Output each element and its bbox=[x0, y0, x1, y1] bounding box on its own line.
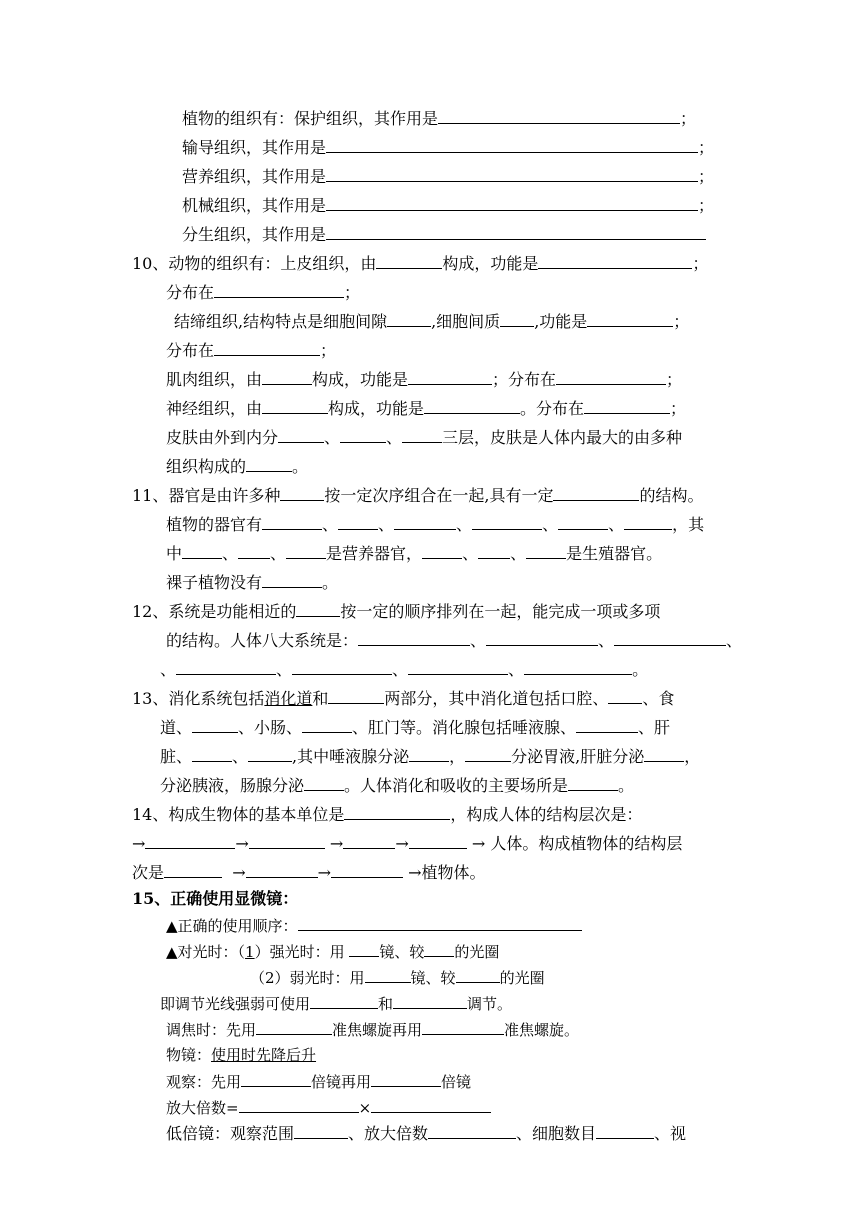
q15-light-strong: ▲对光时：（1）强光时：用 镜、较 的光圈 bbox=[166, 943, 500, 961]
blank[interactable] bbox=[409, 833, 467, 849]
blank[interactable] bbox=[424, 398, 520, 414]
blank[interactable] bbox=[182, 543, 222, 559]
blank[interactable] bbox=[358, 630, 470, 646]
blank[interactable] bbox=[328, 688, 384, 704]
q10-line1: 10、动物的组织有：上皮组织，由 构成，功能是 ； bbox=[132, 254, 709, 273]
q10-line2: 分布在 ； bbox=[166, 283, 361, 302]
blank[interactable] bbox=[340, 427, 386, 443]
blank[interactable] bbox=[343, 833, 395, 849]
blank[interactable] bbox=[241, 1071, 311, 1087]
blank[interactable] bbox=[614, 630, 726, 646]
q10-line7: 皮肤由外到内分 、 、 三层，皮肤是人体内最大的由多种 bbox=[166, 428, 683, 447]
q10-line6: 神经组织，由 构成，功能是 。分布在 ； bbox=[166, 399, 687, 418]
q10-line8: 组织构成的 。 bbox=[166, 457, 309, 476]
blank[interactable] bbox=[387, 311, 431, 327]
blank[interactable] bbox=[428, 1123, 516, 1139]
blank[interactable] bbox=[192, 717, 238, 733]
blank[interactable] bbox=[624, 514, 672, 530]
blank[interactable] bbox=[344, 804, 450, 820]
q13-line2: 道、 、小肠、 、肛门等。消化腺包括唾液腺、 、肝 bbox=[160, 718, 671, 737]
line-protective-tissue: 植物的组织有：保护组织，其作用是 ； bbox=[182, 109, 697, 128]
q14-line2: → → → → → 人体。构成植物体的结构层 bbox=[132, 834, 683, 853]
q15-order: ▲正确的使用顺序： bbox=[166, 915, 582, 936]
blank[interactable] bbox=[524, 659, 632, 675]
blank[interactable] bbox=[310, 993, 378, 1009]
blank[interactable] bbox=[256, 1019, 332, 1035]
blank[interactable] bbox=[280, 485, 324, 501]
blank[interactable] bbox=[456, 967, 500, 983]
blank[interactable] bbox=[424, 941, 454, 957]
blank[interactable] bbox=[214, 282, 344, 298]
blank[interactable] bbox=[422, 1019, 504, 1035]
q15-low-power: 低倍镜：观察范围 、放大倍数 、细胞数目 、视 bbox=[166, 1124, 687, 1143]
blank[interactable] bbox=[558, 514, 608, 530]
blank[interactable] bbox=[465, 746, 511, 762]
blank[interactable] bbox=[365, 967, 411, 983]
q13-line1: 13、消化系统包括消化道和 两部分，其中消化道包括口腔、 、食 bbox=[132, 689, 675, 708]
blank[interactable] bbox=[248, 746, 292, 762]
blank[interactable] bbox=[294, 1123, 348, 1139]
blank[interactable] bbox=[394, 514, 456, 530]
blank[interactable] bbox=[422, 543, 462, 559]
blank[interactable] bbox=[326, 224, 706, 240]
q10-line5: 肌肉组织，由 构成，功能是 ；分布在 ； bbox=[166, 370, 683, 389]
blank[interactable] bbox=[296, 601, 340, 617]
blank[interactable] bbox=[408, 659, 508, 675]
line-mechanical-tissue: 机械组织，其作用是 ； bbox=[182, 196, 715, 215]
blank[interactable] bbox=[408, 369, 492, 385]
line-conducting-tissue: 输导组织，其作用是 ； bbox=[182, 138, 715, 157]
blank[interactable] bbox=[326, 137, 698, 153]
blank[interactable] bbox=[262, 369, 312, 385]
blank[interactable] bbox=[286, 543, 326, 559]
q15-focus: 调焦时：先用 准焦螺旋再用 准焦螺旋。 bbox=[166, 1021, 580, 1039]
blank[interactable] bbox=[584, 398, 670, 414]
blank[interactable] bbox=[326, 195, 698, 211]
blank[interactable] bbox=[587, 311, 673, 327]
blank[interactable] bbox=[238, 543, 270, 559]
blank[interactable] bbox=[278, 427, 324, 443]
blank[interactable] bbox=[402, 427, 442, 443]
blank[interactable] bbox=[262, 514, 322, 530]
blank[interactable] bbox=[214, 340, 320, 356]
blank[interactable] bbox=[526, 543, 566, 559]
blank[interactable] bbox=[608, 688, 642, 704]
blank[interactable] bbox=[176, 659, 276, 675]
q12-line3: 、 、 、 、 。 bbox=[160, 660, 649, 679]
blank[interactable] bbox=[331, 862, 403, 878]
line-nutrient-tissue: 营养组织，其作用是 ； bbox=[182, 167, 715, 186]
blank[interactable] bbox=[302, 717, 352, 733]
q10-line4: 分布在 ； bbox=[166, 341, 337, 360]
q11-line4: 裸子植物没有 。 bbox=[166, 573, 339, 592]
q12-line1: 12、系统是功能相近的 按一定的顺序排列在一起，能完成一项或多项 bbox=[132, 602, 661, 621]
blank[interactable] bbox=[371, 1071, 441, 1087]
blank[interactable] bbox=[438, 108, 680, 124]
blank[interactable] bbox=[298, 915, 582, 931]
q14-line3: 次是 → → →植物体。 bbox=[132, 863, 486, 882]
blank[interactable] bbox=[644, 746, 684, 762]
blank[interactable] bbox=[556, 369, 666, 385]
q15-adjust: 即调节光线强弱可使用 和 调节。 bbox=[160, 995, 513, 1013]
q12-line2: 的结构。人体八大系统是： 、 、 、 bbox=[166, 631, 743, 650]
blank[interactable] bbox=[239, 1097, 359, 1113]
q15-light-weak: （2）弱光时：用 镜、较 的光圈 bbox=[250, 969, 545, 987]
q13-line4: 分泌胰液，肠腺分泌 。人体消化和吸收的主要场所是 。 bbox=[160, 776, 635, 795]
blank[interactable] bbox=[262, 398, 328, 414]
blank[interactable] bbox=[246, 862, 318, 878]
blank[interactable] bbox=[486, 630, 598, 646]
blank[interactable] bbox=[376, 253, 442, 269]
blank[interactable] bbox=[164, 862, 222, 878]
blank[interactable] bbox=[246, 456, 292, 472]
q15-observe: 观察：先用 倍镜再用 倍镜 bbox=[166, 1073, 472, 1091]
q11-line2: 植物的器官有 、 、 、 、 、 ，其 bbox=[166, 515, 705, 534]
blank[interactable] bbox=[192, 746, 232, 762]
blank[interactable] bbox=[568, 775, 618, 791]
blank[interactable] bbox=[371, 1097, 491, 1113]
blank[interactable] bbox=[393, 993, 467, 1009]
blank[interactable] bbox=[249, 833, 325, 849]
blank[interactable] bbox=[596, 1123, 654, 1139]
q10-line3: 结缔组织,结构特点是细胞间隙 ,细胞间质 ,功能是 ； bbox=[174, 312, 690, 331]
blank[interactable] bbox=[326, 166, 698, 182]
blank[interactable] bbox=[478, 543, 510, 559]
blank[interactable] bbox=[145, 833, 235, 849]
q15-magnification: 放大倍数= × bbox=[166, 1097, 491, 1118]
blank[interactable] bbox=[472, 514, 542, 530]
blank[interactable] bbox=[262, 572, 322, 588]
blank[interactable] bbox=[500, 311, 534, 327]
blank[interactable] bbox=[304, 775, 344, 791]
q13-line3: 脏、 、 ,其中唾液腺分泌 ， 分泌胃液,肝脏分泌 ， bbox=[160, 747, 701, 766]
blank[interactable] bbox=[338, 514, 378, 530]
q11-line3: 中 、 、 是营养器官， 、 、 是生殖器官。 bbox=[166, 544, 663, 563]
q14-line1: 14、构成生物体的基本单位是 ，构成人体的结构层次是： bbox=[132, 805, 643, 824]
q15-title: 15、正确使用显微镜： bbox=[132, 889, 299, 908]
blank[interactable] bbox=[538, 253, 692, 269]
q11-line1: 11、器官是由许多种 按一定次序组合在一起,具有一定 的结构。 bbox=[132, 486, 704, 505]
blank[interactable] bbox=[349, 941, 379, 957]
blank[interactable] bbox=[292, 659, 392, 675]
blank[interactable] bbox=[409, 746, 449, 762]
blank[interactable] bbox=[576, 717, 638, 733]
line-meristem: 分生组织，其作用是 bbox=[182, 224, 706, 245]
q15-objective: 物镜：使用时先降后升 bbox=[166, 1046, 317, 1064]
blank[interactable] bbox=[553, 485, 639, 501]
